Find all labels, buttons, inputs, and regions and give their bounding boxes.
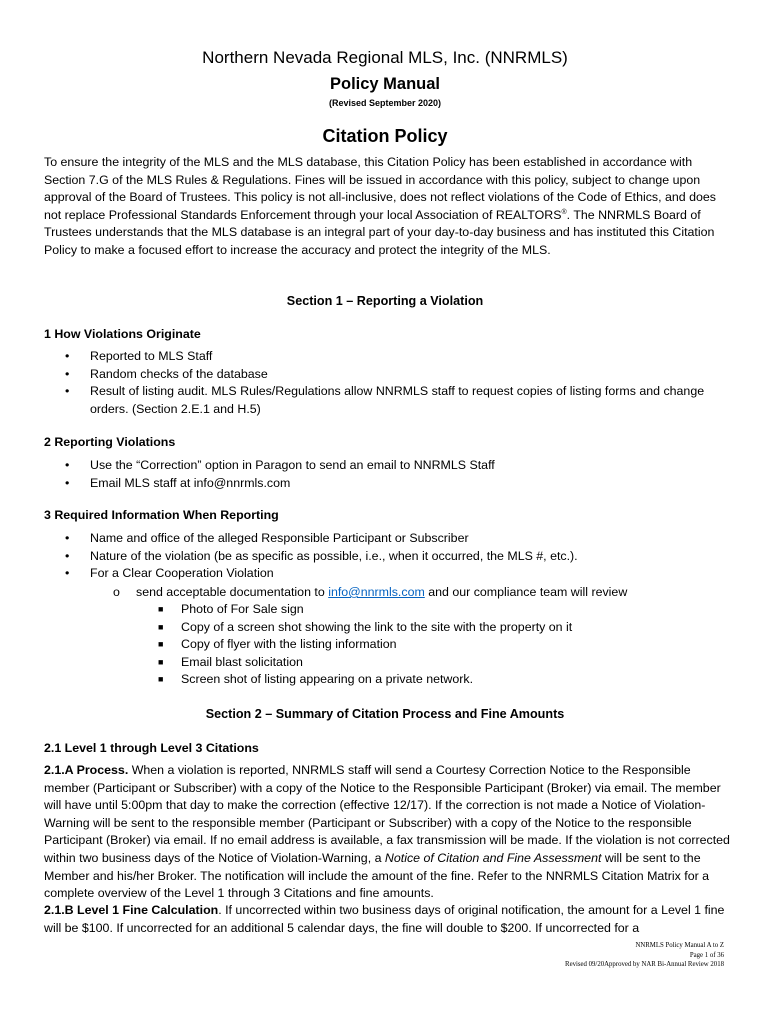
- subsection-2-heading: 2 Reporting Violations: [44, 435, 176, 449]
- footer-page-number: Page 1 of 36: [689, 951, 724, 959]
- required-info-list: [44, 530, 734, 583]
- section-1-heading: Section 1 – Reporting a Violation: [286, 294, 484, 308]
- list-item: • Use the “Correction” option in Paragon to send an email to NNRMLS Staff: [44, 457, 734, 475]
- list-item: • Result of listing audit. MLS Rules/Regulations allow NNRMLS staff to request copies of listing forms and change orders. (Section 2.E.1 and H.5): [65, 384, 705, 416]
- list-item: ■ Email blast solicitation: [156, 654, 572, 672]
- page-footer: [565, 941, 724, 970]
- list-item: • Reported to MLS Staff: [44, 348, 734, 366]
- registered-mark: ®: [561, 208, 567, 216]
- list-item: • Email MLS staff at info@nnrmls.com: [44, 475, 734, 493]
- policy-title: Citation Policy: [322, 126, 448, 146]
- list-item: • For a Clear Cooperation Violation: [44, 565, 734, 583]
- footer-revision: Revised 09/20Approved by NAR Bi-Annual Review 2018: [565, 961, 724, 969]
- organization-title: Northern Nevada Regional MLS, Inc. (NNRMLS): [202, 48, 568, 67]
- bullet-icon: •: [65, 458, 70, 472]
- subsection-3-heading: 3 Required Information When Reporting: [44, 508, 279, 522]
- list-item: • Random checks of the database: [44, 366, 734, 384]
- bullet-icon: •: [65, 384, 70, 399]
- list-item: ■ Photo of For Sale sign: [156, 601, 572, 619]
- level-1-fine-paragraph: 2.1.B Level 1 Fine Calculation. If uncorrected within two business days of original notification, the amount for a Level 1 fine will be $100. If uncorrected for an additional 5 calendar days, the fine will double to $200. If uncorrected for a: [44, 903, 725, 935]
- process-paragraph: 2.1.A Process. When a violation is reported, NNRMLS staff will send a Courtesy Correction Notice to the Responsible member (Participant or Subscriber) with a copy of the Notice to the Responsible Participant (Broker) via email. The member will have until 5:00pm that day to make the correction (effective 12/17). If the correction is not made a Notice of Violation-Warning will be sent to the responsible member (Participant or Subscriber) with a copy of the Notice to the responsible Participant (Broker) via email. If no email address is available, a fax transmission will be made. If the violation is not corrected within two business days of the Notice of Violation-Warning, a Notice of Citation and Fine Assessment will be sent to the Member and his/her Broker. The notification will include the amount of the fine. Refer to the NNRMLS Citation Matrix for a complete overview of the Level 1 through 3 Citations and fine amounts.: [44, 763, 730, 901]
- clear-cooperation-sub-item: o send acceptable documentation to info@nnrmls.com and our compliance team will review: [113, 584, 627, 602]
- list-item: ■ Copy of flyer with the listing information: [156, 636, 572, 654]
- reporting-violations-list: [44, 457, 734, 492]
- list-item: • Name and office of the alleged Responsible Participant or Subscriber: [44, 530, 734, 548]
- footer-manual-name: NNRMLS Policy Manual A to Z: [635, 942, 724, 949]
- square-bullet-icon: ■: [158, 621, 164, 632]
- bullet-icon: •: [65, 349, 70, 363]
- square-bullet-icon: ■: [158, 674, 164, 685]
- bullet-icon: •: [65, 548, 70, 563]
- intro-paragraph: To ensure the integrity of the MLS and the MLS database, this Citation Policy has been established in accordance with Section 7.G of the MLS Rules & Regulations. Fines will be issued in accordance with this policy, subject to change upon approval of the Board of Trustees. This policy is not all-inclusive, does not reflect violations of the Code of Ethics, and does not replace Professional Standards Enforcement through your local Association of REALTORS®. The NNRMLS Board of Trustees understands that the MLS database is an integral part of your day-to-day business and has instituted this Citation Policy to make a focused effort to increase the accuracy and protect the integrity of the MLS.: [44, 155, 716, 257]
- bullet-icon: •: [65, 531, 70, 545]
- subsection-1-heading: 1 How Violations Originate: [44, 327, 201, 341]
- documentation-list: [156, 601, 572, 689]
- violation-origin-list: [44, 348, 734, 418]
- list-item: • Nature of the violation (be as specific as possible, i.e., when it occurred, the MLS #, etc.).: [44, 548, 734, 566]
- list-item: ■ Copy of a screen shot showing the link to the site with the property on it: [156, 619, 572, 637]
- bullet-icon: •: [65, 475, 70, 490]
- section-2-heading: Section 2 – Summary of Citation Process and Fine Amounts: [205, 707, 565, 721]
- list-item: ■ Screen shot of listing appearing on a private network.: [156, 671, 572, 689]
- square-bullet-icon: ■: [158, 639, 164, 650]
- document-title: Policy Manual: [329, 75, 441, 93]
- subsection-2-1-heading: 2.1 Level 1 through Level 3 Citations: [44, 741, 259, 755]
- circle-bullet-icon: o: [113, 585, 120, 599]
- square-bullet-icon: ■: [158, 656, 164, 667]
- bullet-icon: •: [65, 366, 70, 381]
- square-bullet-icon: ■: [158, 604, 164, 614]
- revision-date: (Revised September 2020): [328, 98, 442, 108]
- bullet-icon: •: [65, 566, 70, 581]
- compliance-email-link[interactable]: info@nnrmls.com: [328, 585, 425, 599]
